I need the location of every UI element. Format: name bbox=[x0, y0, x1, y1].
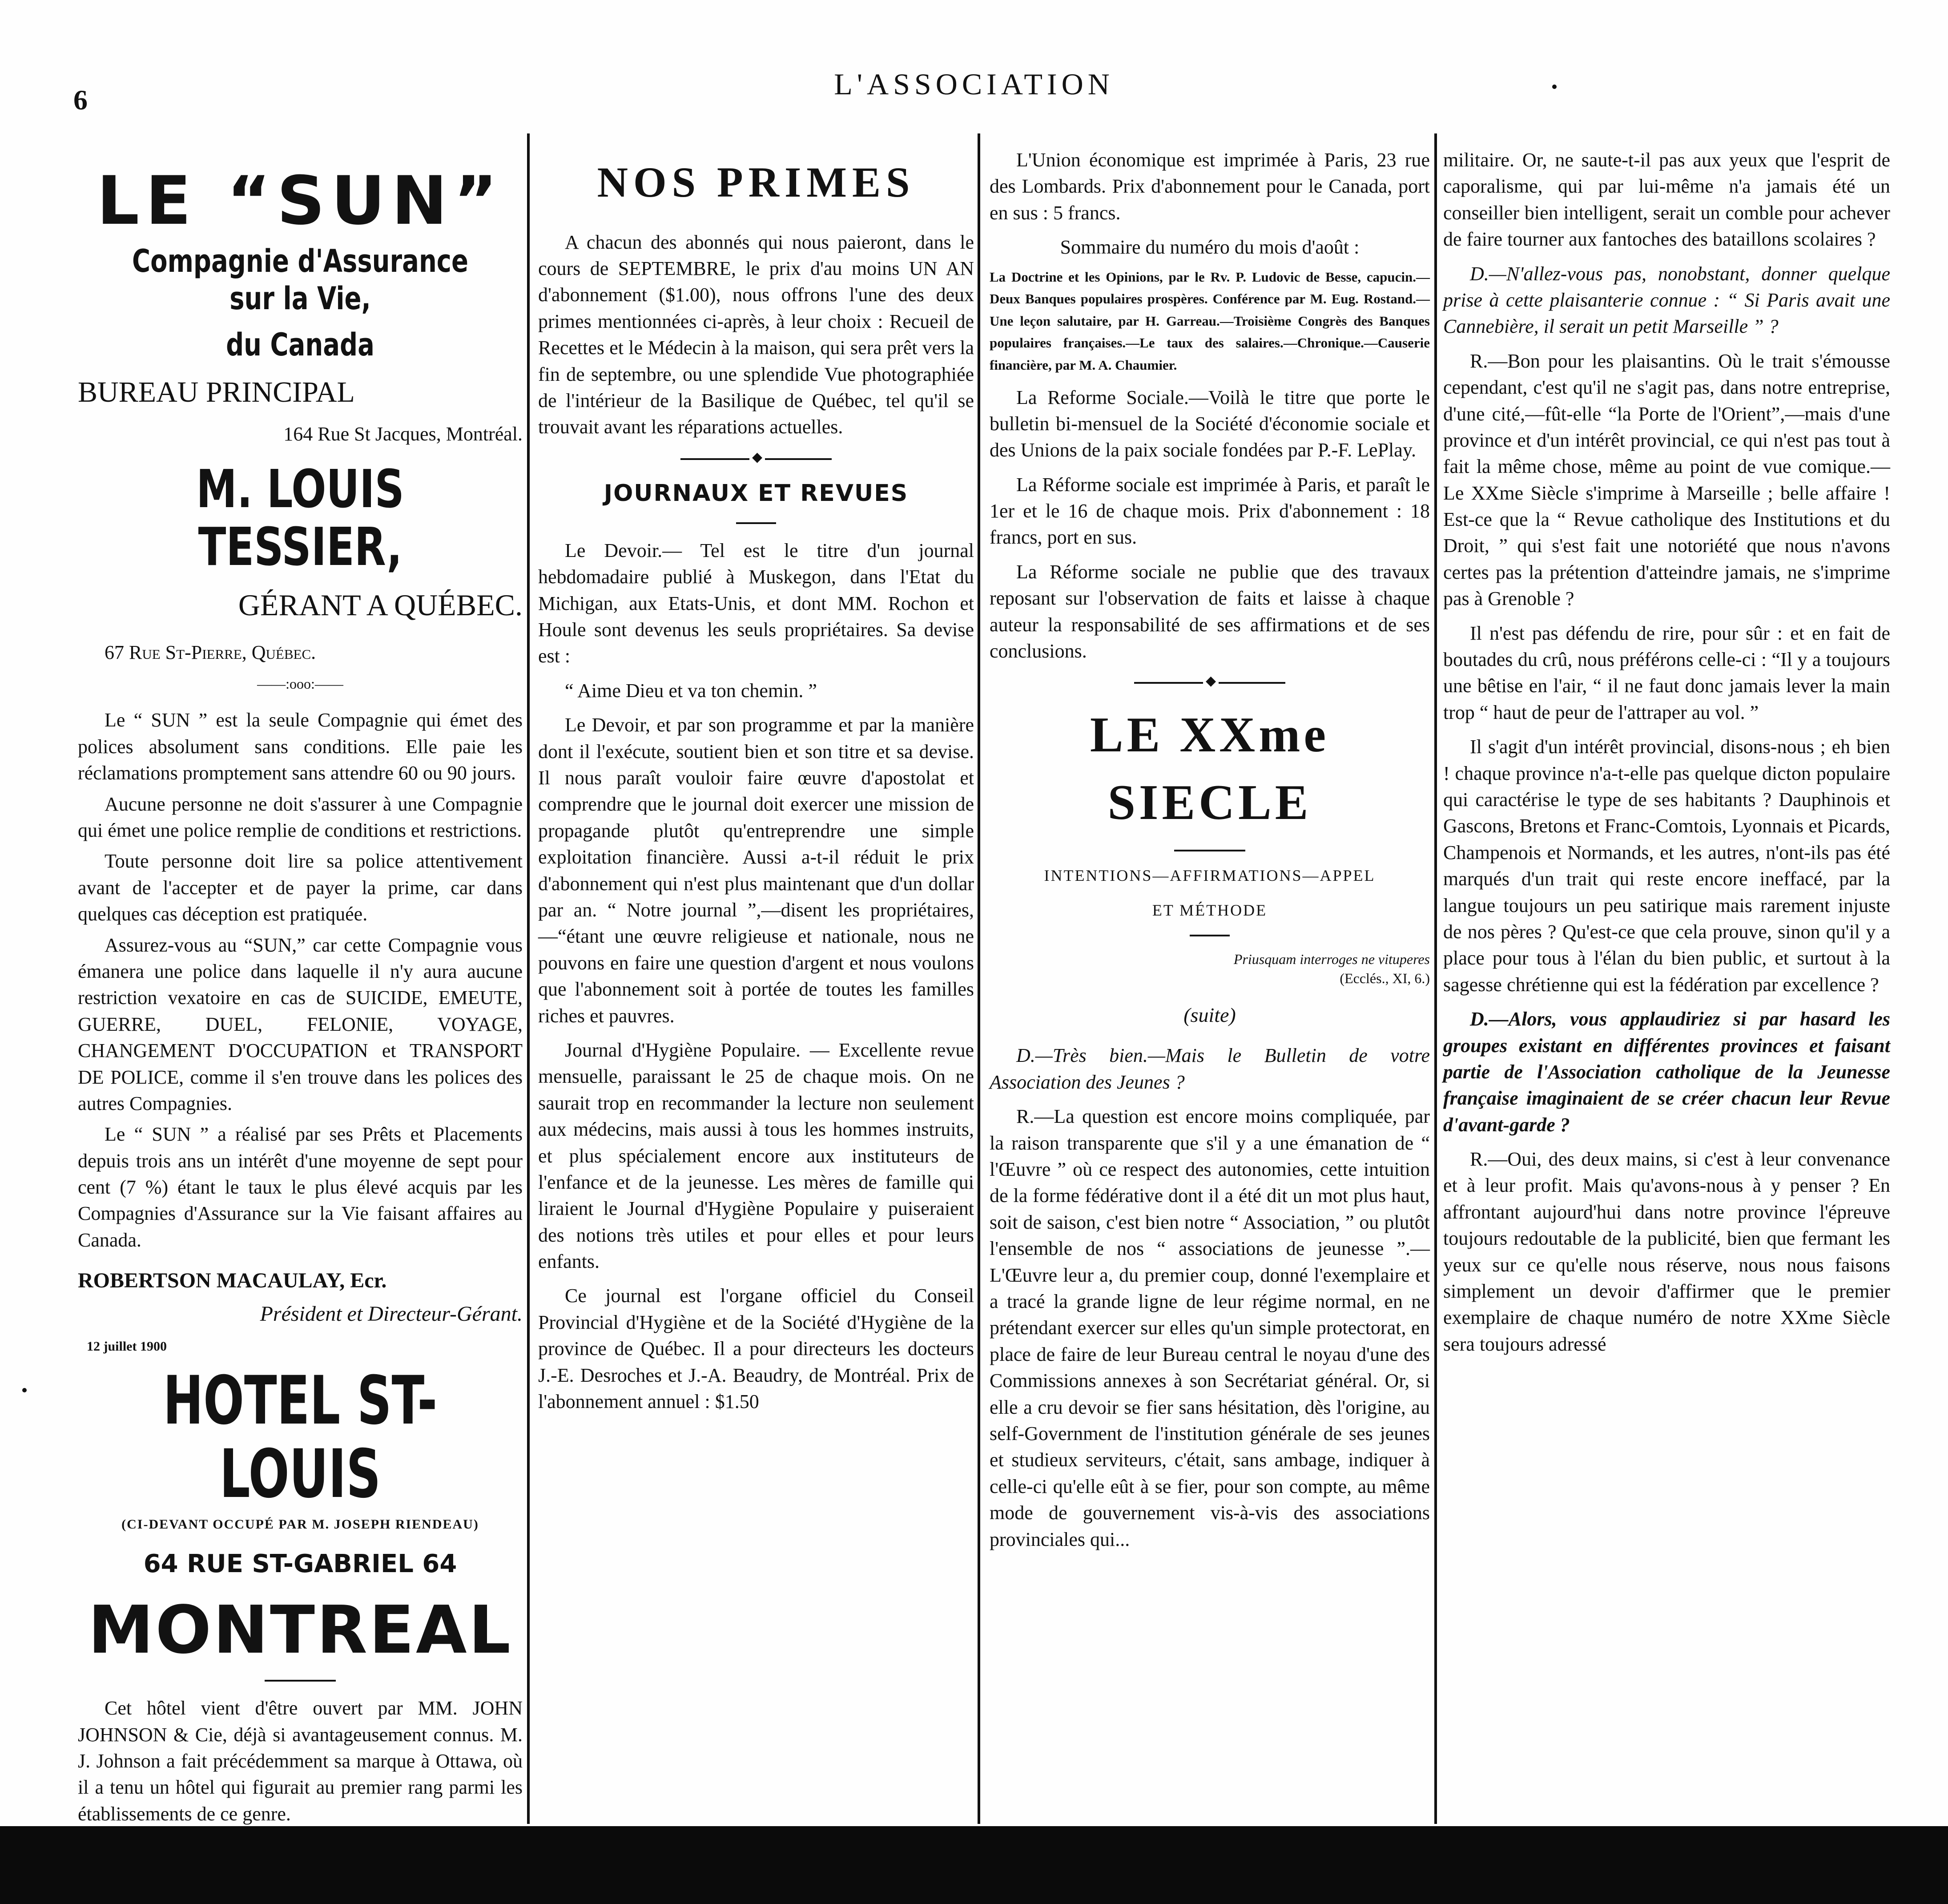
hotel-previous-owner: (CI-DEVANT OCCUPÉ PAR M. JOSEPH RIENDEAU) bbox=[121, 1517, 479, 1532]
epigraph-reference: (Ecclés., XI, 6.) bbox=[1340, 970, 1430, 987]
intentions-line: INTENTIONS—AFFIRMATIONS—APPEL bbox=[1044, 866, 1376, 884]
hygiene-paragraph-2: Ce journal est l'organe officiel du Conseil Provincial d'Hygiène et de la Société d'Hygiène de la province de Québec. Il a pour directeurs les docteurs J.-E. Desroches et J.-A. Beaudry, de Montréal. Prix de l'abonnement annuel : $1.50 bbox=[538, 1285, 974, 1413]
bureau-address: 164 Rue St Jacques, Montréal. bbox=[283, 423, 523, 445]
nos-primes-title: NOS PRIMES bbox=[597, 158, 915, 206]
epigraph: Priusquam interroges ne vituperes bbox=[1233, 951, 1430, 967]
reforme-paragraph-3: La Réforme sociale ne publie que des travaux reposant sur l'observation de faits et laisse à chaque auteur la responsabilité de ses affirmations et de ses conclusions. bbox=[990, 561, 1430, 662]
hotel-address: 64 RUE ST-GABRIEL 64 bbox=[143, 1549, 457, 1578]
sun-ad-body bbox=[78, 707, 523, 1253]
column-siecle-continued bbox=[1443, 147, 1890, 1365]
dialogue-answer: R.—La question est encore moins compliquée, par la raison transparente que s'il y a une émanation de “ l'Œuvre ” où ce respect des autonomies, cette intuition de la forme fédérative dont il a été dit un mot plus haut, soit de saison, c'est bien notre “ Association, ” ou plutôt l'ensemble de nos “ associations de jeunesse ”.—L'Œuvre leur a, du premier coup, donné l'exemplaire et a tracé la grande ligne de leur régime normal, en ne prétendant exercer sur elles qu'un simple protectorat, en place de faire de leur Bureau central le noyau d'une des Commissions annexes à son Secrétariat général. Or, si elle a cru devoir se fier sans hésitation, dès l'origine, au self-Government de l'institution générale de ses jeunes et studieux serviteurs, c'était, sans ambage, indiquer à celle-ci qu'elle eût à se fier, pour son compte, au même mode de gouvernement vis-à-vis des associations provinciales qui... bbox=[990, 1105, 1430, 1550]
devoir-paragraph-2: Le Devoir, et par son programme et par la manière dont il l'exécute, soutient bien et son titre et sa devise. Il nous paraît vouloir faire œuvre d'apostolat et comprendre que le journal doit exercer une mission de propagande plutôt qu'entreprendre une simple exploitation financière. Aussi a-t-il réduit le prix d'abonnement qui n'est plus maintenant que d'un dollar par an. “ Notre journal ”,—disent les propriétaires,—“étant une œuvre religieuse et nationale, nous ne pouvons en faire une question d'argent et nous voulons que l'abonnement soit à portée de toutes les familles riches et pauvres. bbox=[538, 714, 974, 1027]
hotel-city: MONTREAL bbox=[88, 1592, 512, 1669]
hygiene-paragraph: Journal d'Hygiène Populaire. — Excellente revue mensuelle, paraissant le 25 de chaque mois. On ne saurait trop en recommander la lecture non seulement aux médecins, mais aussi à tous les hommes instruits, et plus spécialement encore aux instituteurs de l'enfance et de la jeunesse. Les mères de famille qui liraient le Journal d'Hygiène Populaire y puiseraient des notions très utiles et pour elles et pour leurs enfants. bbox=[538, 1039, 974, 1273]
dialogue-continued: militaire. Or, ne saute-t-il pas aux yeux que l'esprit de caporalisme, qui par lui-même n'a jamais été un conseiller bien intelligent, serait un comble pour achever de faire tourner aux fantoches des bataillons scolaires ? bbox=[1443, 149, 1890, 250]
ink-speck bbox=[22, 1388, 27, 1392]
sun-ad-subtitle: Compagnie d'Assurance sur la Vie, bbox=[132, 243, 468, 317]
dialogue-question: D.—Très bien.—Mais le Bulletin de votre Association des Jeunes ? bbox=[990, 1045, 1430, 1093]
union-economique-paragraph: L'Union économique est imprimée à Paris, 23 rue des Lombards. Prix d'abonnement pour le Canada, port en sus : 5 francs. bbox=[990, 149, 1430, 224]
devoir-paragraph: Le Devoir.— Tel est le titre d'un journal hebdomadaire publié à Muskegon, dans l'Etat du Michigan, aux Etats-Unis, et dont MM. Rochon et Houle sont devenus les seuls propriétaires. Sa devise est : bbox=[538, 539, 974, 667]
bureau-heading: BUREAU PRINCIPAL bbox=[78, 376, 355, 408]
ad-paragraph: Toute personne doit lire sa police attentivement avant de l'accepter et de payer la prime, car dans quelques cas déception est pratiquée. bbox=[78, 850, 523, 925]
xxme-siecle-title: LE XXme SIECLE bbox=[1090, 707, 1330, 830]
separator: ——:ooo:—— bbox=[257, 676, 343, 692]
page-number: 6 bbox=[73, 84, 88, 116]
scan-bottom-edge bbox=[0, 1826, 1948, 1904]
sommaire-contents: La Doctrine et les Opinions, par le Rv. P. Ludovic de Besse, capucin.—Deux Banques populaires prospères. Conférence par M. Eug. Rostand.—Une leçon salutaire, par H. Garreau.—Troisième Congrès des Banques populaires françaises.—Le taux des salaires.—Chronique.—Causerie financière, par M. A. Chaumier. bbox=[990, 269, 1430, 373]
dialogue-answer-4: R.—Oui, des deux mains, si c'est à leur convenance et à leur profit. Mais qu'avons-nous à y penser ? En affrontant aujourd'hui dans notre province l'épreuve toujours redoutable de la publicité, bien que fermant les yeux sur ce qu'elle nous réserve, nous nous faisons simplement un devoir d'affirmer que le premier exemplaire de chaque numéro de notre XXme Siècle sera toujours adressé bbox=[1443, 1148, 1890, 1355]
divider bbox=[265, 1680, 336, 1682]
divider bbox=[736, 522, 776, 524]
reforme-paragraph: La Reforme Sociale.—Voilà le titre que porte le bulletin bi-mensuel de la Société d'économie sociale et des Unions de la paix sociale fondées par P.-F. LePlay. bbox=[990, 386, 1430, 461]
divider bbox=[1174, 850, 1245, 851]
dialogue-question: D.—N'allez-vous pas, nonobstant, donner quelque prise à cette plaisanterie connue : “ Si Paris avait une Cannebière, il serait un petit Marseille ” ? bbox=[1443, 262, 1890, 338]
signatory-name: ROBERTSON MACAULAY, Ecr. bbox=[78, 1269, 387, 1293]
column-reviews-siecle bbox=[990, 147, 1430, 1561]
ad-paragraph: Assurez-vous au “SUN,” car cette Compagnie vous émanera une police dans laquelle il n'y aura aucune restriction vexatoire en cas de SUICIDE, EMEUTE, GUERRE, DUEL, FELONIE, VOYAGE, CHANGEMENT D'OCCUPATION et TRANSPORT DE POLICE, comme il s'en trouve dans les polices des autres Compagnies. bbox=[78, 934, 523, 1114]
ad-paragraph: Aucune personne ne doit s'assurer à une Compagnie qui émet une police remplie de conditions et restrictions. bbox=[78, 793, 523, 842]
hotel-title: HOTEL ST-LOUIS bbox=[163, 1362, 438, 1513]
column-rule-3 bbox=[1434, 133, 1437, 1824]
hotel-paragraph: Cet hôtel vient d'être ouvert par MM. JOHN JOHNSON & Cie, déjà si avantageusement connus. M. J. Johnson a fait précédemment sa marque à Ottawa, où il a tenu un hôtel qui figurait au premier rang parmi les établissements de ce genre. bbox=[78, 1697, 523, 1825]
dialogue-answer-2: Il n'est pas défendu de rire, pour sûr : et en fait de boutades du crû, nous préférons celle-ci : “Il y a toujours une bêtise en l'air, “ il ne faut donc jamais lever la main trop “ haut de peur de l'attraper au vol. ” bbox=[1443, 622, 1890, 723]
primes-paragraph: A chacun des abonnés qui nous paieront, dans le cours de SEPTEMBRE, le prix d'au moins UN AN d'abonnement ($1.00), nous offrons l'une des deux primes mentionnées ci-après, à leur choix : Recueil de Recettes et le Médecin à la maison, qui sera prêt vers la fin de septembre, ou une splendide Vue photographiée de l'intérieur de la Basilique de Québec, tel qu'il se trouvait avant les réparations actuelles. bbox=[538, 231, 974, 438]
ornament-divider bbox=[680, 458, 832, 460]
ornament-divider bbox=[1134, 682, 1285, 684]
manager-role: GÉRANT A QUÉBEC. bbox=[238, 588, 523, 622]
ad-paragraph: Le “ SUN ” est la seule Compagnie qui émet des polices absolument sans conditions. Elle paie les réclamations promptement sans attendre 60 ou 90 jours. bbox=[78, 709, 523, 784]
sun-ad-title: LE “SUN” bbox=[97, 162, 504, 240]
dialogue-answer: R.—Bon pour les plaisantins. Où le trait s'émousse cependant, c'est qu'il ne s'agit pas, dans notre entreprise, d'une cité,—fût-elle “la Porte de l'Orient”,—mais d'une province et d'un intérêt provincial, ce qui n'est pas tout à fait la même chose, même au point de vue comique.—Le XXme Siècle s'imprime à Marseille ; belle affaire ! Est-ce que la “ Revue catholique des Institutions et du Droit, ” qui s'est fait une notoriété que nous n'avons certes pas la prétention d'atteindre jamais, ne s'imprime pas à Grenoble ? bbox=[1443, 350, 1890, 610]
divider bbox=[1190, 935, 1230, 936]
signatory-title: Président et Directeur-Gérant. bbox=[260, 1302, 523, 1326]
column-nos-primes bbox=[538, 147, 974, 1423]
masthead-title: L'ASSOCIATION bbox=[834, 67, 1114, 101]
ink-speck bbox=[1552, 85, 1557, 89]
reforme-paragraph-2: La Réforme sociale est imprimée à Paris, et paraît le 1er et le 16 de chaque mois. Prix d'abonnement : 18 francs, port en sus. bbox=[990, 473, 1430, 549]
column-advertisements bbox=[78, 147, 523, 1861]
manager-name: M. LOUIS TESSIER, bbox=[196, 458, 404, 578]
quebec-address: 67 Rue St-Pierre, Québec. bbox=[105, 641, 316, 663]
ad-paragraph: Le “ SUN ” a réalisé par ses Prêts et Placements depuis trois ans un intérêt d'une moyenne de sept pour cent (7 %) étant le taux le plus élevé acquis par les Compagnies d'Assurance sur la Vie faisant affaires au Canada. bbox=[78, 1123, 523, 1251]
devoir-motto: “ Aime Dieu et va ton chemin. ” bbox=[565, 679, 817, 702]
ad-date: 12 juillet 1900 bbox=[87, 1339, 167, 1354]
methode-line: ET MÉTHODE bbox=[1152, 901, 1268, 920]
suite-label: (suite) bbox=[1183, 1004, 1236, 1027]
journaux-heading: JOURNAUX ET REVUES bbox=[604, 480, 909, 507]
column-rule-1 bbox=[527, 133, 530, 1824]
dialogue-answer-3: Il s'agit d'un intérêt provincial, disons-nous ; eh bien ! chaque province n'a-t-elle pas quelque dicton populaire qui caractérise le type de ses habitants ? Dauphinois et Gascons, Bretons et Franc-Comtois, Lyonnais et Picards, Champenois et Normands, et les autres, n'ont-ils pas été marqués d'un trait qui reste encore ineffacé, par la langue toujours un peu satirique mais rarement injuste de nos pères ? Qu'est-ce que cela prouve, sinon qu'il y a place pour tous à l'élan du bien public, et surtout à la sagesse chrétienne qui est la fédération par excellence ? bbox=[1443, 736, 1890, 996]
sun-ad-subtitle-2: du Canada bbox=[226, 327, 374, 363]
column-rule-2 bbox=[978, 133, 980, 1824]
dialogue-question-2: D.—Alors, vous applaudiriez si par hasard les groupes existant en différentes provinces et faisant partie de l'Association catholique de la Jeunesse française imaginaient de se créer chacun leur Revue d'avant-garde ? bbox=[1443, 1008, 1890, 1136]
sommaire-heading: Sommaire du numéro du mois d'août : bbox=[1060, 236, 1360, 258]
